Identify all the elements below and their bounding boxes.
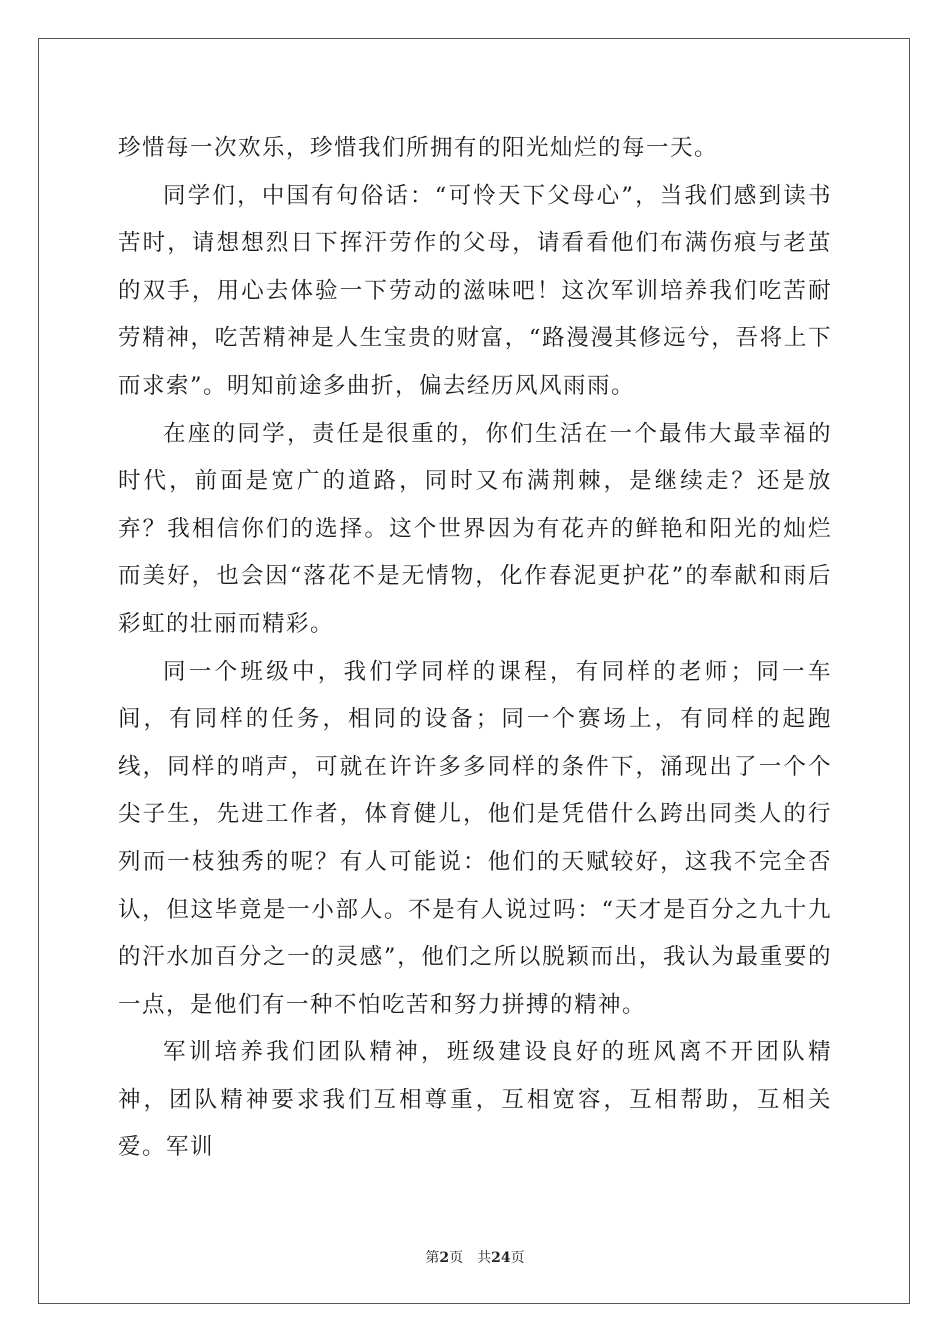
total-suffix: 页 [510, 1250, 525, 1266]
paragraph-5: 军训培养我们团队精神，班级建设良好的班风离不开团队精神，团队精神要求我们互相尊重，互相宽容，互相帮助，互相关爱。军训 [118, 1039, 832, 1161]
page-suffix: 页 [449, 1250, 464, 1266]
paragraph-4: 同一个班级中，我们学同样的课程，有同样的老师；同一车间，有同样的任务，相同的设备；同一个赛场上，有同样的起跑线，同样的哨声，可就在许许多多同样的条件下，涌现出了一个个尖子生，先进工作者，体育健儿，他们是凭借什么跨出同类人的行列而一枝独秀的呢？有人可能说：他们的天赋较好，这我不完全否认，但这毕竟是一小部人。不是有人说过吗：“天才是百分之九十九的汗水加百分之一的灵感”，他们之所以脱颖而出，我认为最重要的一点，是他们有一种不怕吃苦和努力拼搏的精神。 [118, 658, 832, 1018]
document-body [118, 125, 832, 1172]
paragraph-1: 珍惜每一次欢乐，珍惜我们所拥有的阳光灿烂的每一天。 [118, 135, 719, 161]
page-prefix: 第 [425, 1250, 440, 1266]
total-pages: 24 [491, 1250, 511, 1266]
total-prefix: 共 [477, 1250, 492, 1266]
page-footer [0, 1247, 950, 1267]
page-number: 2 [439, 1250, 450, 1266]
paragraph-2: 同学们，中国有句俗话：“可怜天下父母心”，当我们感到读书苦时，请想想烈日下挥汗劳作的父母，请看看他们布满伤痕与老茧的双手，用心去体验一下劳动的滋味吧！这次军训培养我们吃苦耐劳精神，吃苦精神是人生宝贵的财富，“路漫漫其修远兮，吾将上下而求索”。明知前途多曲折，偏去经历风风雨雨。 [118, 182, 832, 399]
paragraph-3: 在座的同学，责任是很重的，你们生活在一个最伟大最幸福的时代，前面是宽广的道路，同时又布满荆棘，是继续走？还是放弃？我相信你们的选择。这个世界因为有花卉的鲜艳和阳光的灿烂而美好，也会因“落花不是无情物，化作春泥更护花”的奉献和雨后彩虹的壮丽而精彩。 [118, 420, 832, 637]
